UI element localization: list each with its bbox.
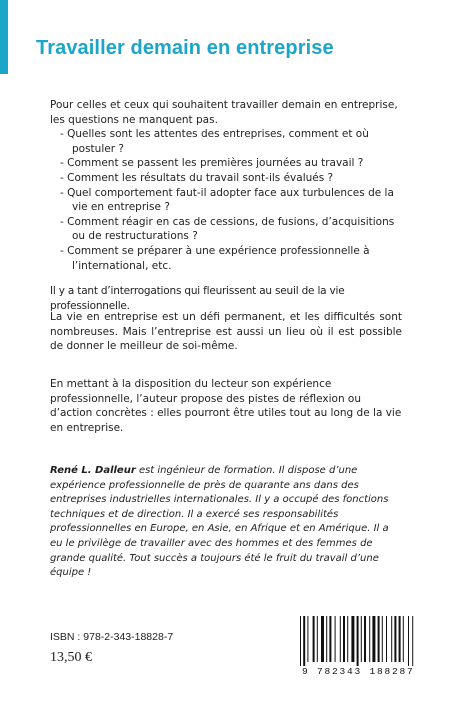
barcode-bar — [321, 616, 324, 662]
questions-list — [50, 127, 402, 273]
barcode-bar — [399, 616, 401, 662]
barcode-bar — [361, 616, 362, 662]
question-item: - Comment se passent les premières journées au travail ? — [60, 157, 364, 170]
barcode-bar — [335, 616, 336, 662]
barcode-bar — [378, 616, 380, 662]
barcode-bar — [391, 616, 392, 662]
barcode-bar — [351, 616, 354, 662]
barcode-bar — [386, 616, 387, 662]
question-item: - Comment se préparer à une expérience professionnelle à l’international, etc. — [60, 244, 370, 272]
barcode-bar — [317, 616, 318, 662]
price-label: 13,50 € — [50, 650, 92, 665]
author-bio — [50, 464, 402, 581]
author-bio-text: est ingénieur de formation. Il dispose d’une expérience professionnelle de près de quarante ans dans des entreprises industrielles internationales. Il y a occupé des fonctions techniques et de direction. Il a exercé ses responsabilités professionnelles en Europe, en Asie, en Afrique et en Amérique. Il a eu le privilège de travailler avec des hommes et des femmes de grande qualité. Tout succès a toujours été le fruit du travail d’une équipe ! — [50, 465, 389, 579]
barcode-bar — [347, 616, 348, 662]
barcode-bar — [394, 616, 396, 662]
author-name: René L. Dalleur — [50, 465, 136, 476]
question-item: - Quelles sont les attentes des entreprises, comment et où postuler ? — [60, 128, 369, 155]
paragraph-text: En mettant à la disposition du lecteur son expérience professionnelle, l’auteur propose des pistes de réflexion ou d’action concrètes : elles pourront être utiles tout au long de la vie en entreprise. — [50, 378, 402, 434]
barcode-bar — [340, 616, 341, 662]
accent-bar — [0, 0, 8, 74]
barcode-bar — [364, 616, 366, 662]
barcode-bar — [357, 616, 359, 666]
question-item: - Comment les résultats du travail sont-ils évalués ? — [60, 171, 334, 184]
barcode-bar — [307, 616, 308, 662]
barcode-bar — [372, 616, 375, 662]
question-item: - Comment réagir en cas de cessions, de fusions, d’acquisitions ou de restructurations ? — [60, 215, 395, 243]
barcode-bar — [329, 616, 331, 662]
intro-lead: Pour celles et ceux qui souhaitent travailler demain en entreprise, les questions ne manquent pas. — [50, 99, 398, 126]
book-title: Travailler demain en entreprise — [36, 37, 334, 59]
paragraph-text: La vie en entreprise est un défi permanent, et les difficultés sont nombreuses. Mais l’entreprise est aussi un lieu où il est possible de donner le meilleur de soi-même. — [50, 311, 402, 353]
question-item: - Quel comportement faut-il adopter face aux turbulences de la vie en entreprise ? — [60, 186, 394, 214]
barcode-bar — [326, 616, 327, 662]
paragraph-author-proposal — [50, 377, 402, 435]
barcode-bar — [369, 616, 370, 662]
barcode-bar — [303, 616, 305, 666]
barcode-bar — [313, 616, 315, 662]
paragraph-interrogations — [50, 284, 402, 313]
barcode-bar — [408, 616, 409, 666]
barcode-bar — [300, 616, 301, 666]
intro-section — [50, 98, 402, 273]
barcode-bar — [403, 616, 404, 662]
barcode-digits: 9 782343 188287 — [302, 666, 415, 677]
barcode-bar — [382, 616, 383, 662]
paragraph-text: Il y a tant d’interrogations qui fleurissent au seuil de la vie professionnelle. — [50, 285, 345, 312]
isbn-label: ISBN : 978-2-343-18828-7 — [50, 631, 174, 643]
barcode-bars — [294, 614, 420, 666]
barcode-bar — [412, 616, 413, 666]
barcode-bar — [343, 616, 345, 662]
paragraph-challenge — [50, 310, 402, 354]
